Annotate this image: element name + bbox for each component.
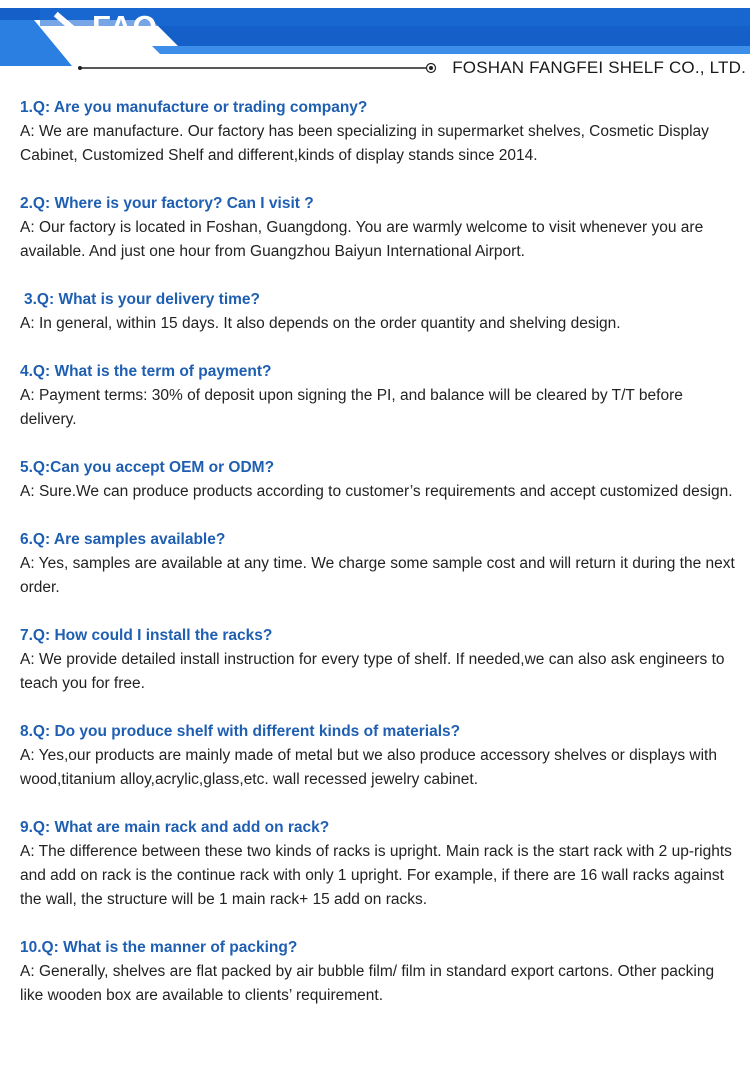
faq-answer: A: The difference between these two kinds of racks is upright. Main rack is the start rack with 2 up-rights and add on rack is the continue rack with only 1 upright. For example, if there are 16 wall racks against the wall, the structure will be 1 main rack+ 15 add on racks.: [20, 843, 732, 908]
faq-item: [20, 360, 735, 432]
faq-answer: A: Yes, samples are available at any time. We charge some sample cost and will return it during the next order.: [20, 555, 735, 596]
faq-header: [0, 0, 750, 80]
faq-item: [20, 936, 735, 1008]
faq-item: [20, 192, 735, 264]
faq-answer: A: Payment terms: 30% of deposit upon signing the PI, and balance will be cleared by T/T before delivery.: [20, 387, 683, 428]
faq-question: 2.Q: Where is your factory? Can I visit ?: [20, 195, 314, 212]
faq-answer: A: In general, within 15 days. It also depends on the order quantity and shelving design.: [20, 315, 621, 332]
faq-item: [20, 528, 735, 600]
company-name: FOSHAN FANGFEI SHELF CO., LTD.: [452, 58, 746, 77]
bullet-dot-icon: [427, 64, 436, 73]
faq-list: [20, 96, 735, 1032]
faq-question: 8.Q: Do you produce shelf with different kinds of materials?: [20, 723, 461, 740]
faq-item: [20, 720, 735, 792]
faq-item: [20, 288, 735, 336]
faq-answer: A: Generally, shelves are flat packed by air bubble film/ film in standard export cartons. Other packing like wooden box are available to clients’ requirement.: [20, 963, 715, 1004]
faq-question: 6.Q: Are samples available?: [20, 531, 226, 548]
faq-question: 1.Q: Are you manufacture or trading company?: [20, 99, 368, 116]
faq-question: 7.Q: How could I install the racks?: [20, 627, 273, 644]
faq-answer: A: Yes,our products are mainly made of metal but we also produce accessory shelves or displays with wood,titanium alloy,acrylic,glass,etc. wall recessed jewelry cabinet.: [20, 747, 717, 788]
faq-answer: A: We provide detailed install instruction for every type of shelf. If needed,we can also ask engineers to teach you for free.: [20, 651, 725, 692]
faq-question: 10.Q: What is the manner of packing?: [20, 939, 298, 956]
faq-answer: A: Sure.We can produce products according to customer’s requirements and accept customized design.: [20, 483, 733, 500]
faq-question: 5.Q:Can you accept OEM or ODM?: [20, 459, 275, 476]
page-title: FAQ: [92, 9, 158, 44]
faq-item: [20, 624, 735, 696]
faq-answer: A: Our factory is located in Foshan, Guangdong. You are warmly welcome to visit whenever you are available. And just one hour from Guangzhou Baiyun International Airport.: [20, 219, 704, 260]
faq-question: 3.Q: What is your delivery time?: [24, 291, 261, 308]
faq-answer: A: We are manufacture. Our factory has been specializing in supermarket shelves, Cosmetic Display Cabinet, Customized Shelf and different,kinds of display stands since 2014.: [20, 123, 709, 164]
faq-item: [20, 456, 735, 504]
faq-item: [20, 816, 735, 912]
faq-item: [20, 96, 735, 168]
faq-question: 4.Q: What is the term of payment?: [20, 363, 272, 380]
faq-question: 9.Q: What are main rack and add on rack?: [20, 819, 330, 836]
